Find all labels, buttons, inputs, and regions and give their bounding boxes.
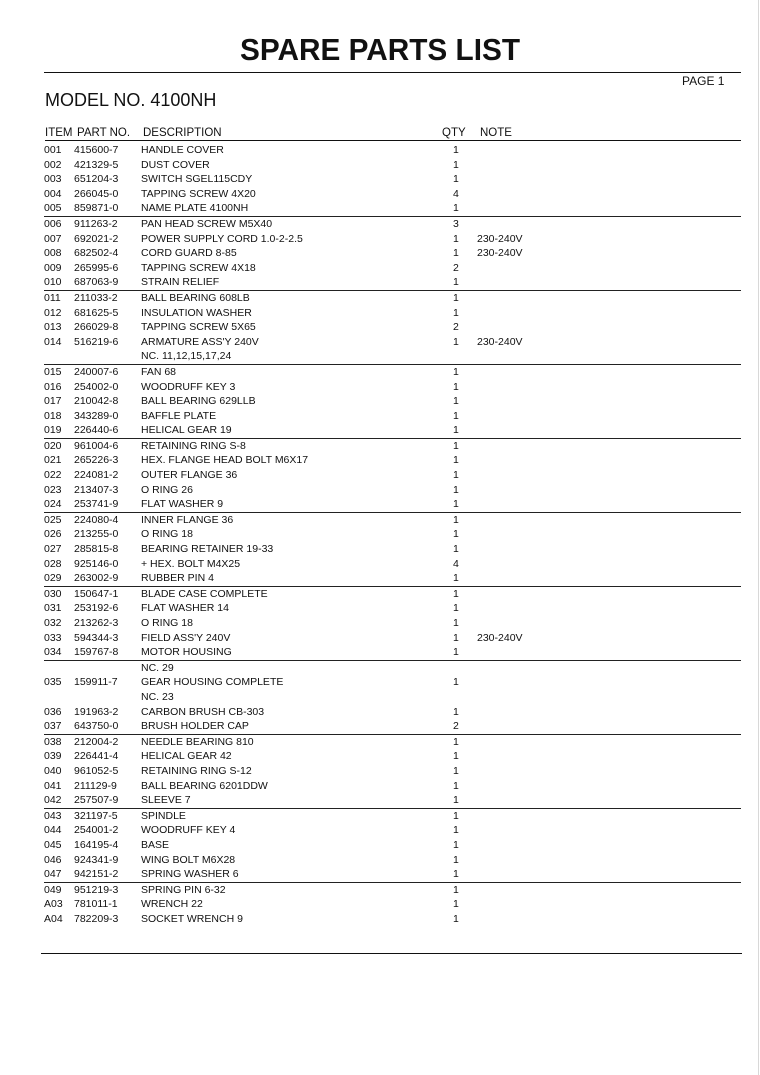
cell-item: 004 [44,187,62,200]
cell-item: 036 [44,705,62,718]
cell-description: BALL BEARING 6201DDW [141,779,268,792]
cell-part-no: 263002-9 [74,572,119,585]
cell-part-no: 254001-2 [74,824,119,837]
cell-qty: 2 [453,261,459,274]
cell-item: 008 [44,247,62,260]
cell-qty: 1 [453,631,459,644]
cell-item: A04 [44,912,63,925]
cell-item: 035 [44,676,62,689]
cell-part-no: 150647-1 [74,587,119,600]
cell-qty: 1 [453,794,459,807]
cell-item: 020 [44,439,62,452]
page-edge [758,0,759,1075]
cell-item: 003 [44,173,62,186]
cell-part-no: 415600-7 [74,144,119,156]
cell-qty: 1 [453,247,459,260]
cell-qty: 1 [453,144,459,156]
table-row [44,838,741,853]
cell-qty: 1 [453,469,459,482]
cell-item: 049 [44,883,62,896]
cell-description: DUST COVER [141,158,210,171]
cell-description: BLADE CASE COMPLETE [141,587,268,600]
cell-qty: 1 [453,764,459,777]
cell-item: 031 [44,602,62,615]
cell-qty: 1 [453,439,459,452]
table-row [44,439,741,454]
cell-part-no: 253741-9 [74,498,119,511]
table-row [44,749,741,764]
cell-item: 010 [44,276,62,289]
cell-item: 016 [44,380,62,393]
header-part-no: PART NO. [77,127,131,139]
cell-item: 033 [44,631,62,644]
cell-description: HANDLE COVER [141,144,224,156]
cell-description: BASE [141,838,170,851]
cell-description: BALL BEARING 629LLB [141,395,256,408]
cell-item: 046 [44,853,62,866]
cell-qty: 1 [453,395,459,408]
cell-description: PAN HEAD SCREW M5X40 [141,217,273,230]
cell-item: 024 [44,498,62,511]
cell-item: 011 [44,291,61,304]
cell-description: BEARING RETAINER 19-33 [141,543,274,556]
cell-part-no: 164195-4 [74,838,119,851]
table-row [44,527,741,542]
table-row [44,483,741,498]
cell-item: 027 [44,543,62,556]
cell-description: SPINDLE [141,809,186,822]
cell-item: 030 [44,587,62,600]
cell-qty: 1 [453,853,459,866]
cell-part-no: 213255-0 [74,528,119,541]
table-row [44,883,741,898]
cell-description: CARBON BRUSH CB-303 [141,705,265,718]
cell-qty: 1 [453,676,459,689]
header-qty: QTY [442,127,466,139]
cell-item: 047 [44,868,62,881]
cell-part-no: 643750-0 [74,720,119,733]
cell-part-no: 254002-0 [74,380,119,393]
cell-part-no: 226441-4 [74,750,119,763]
cell-part-no: 212004-2 [74,735,119,748]
table-row [44,394,741,409]
cell-item: 015 [44,365,62,378]
table-header [45,127,741,141]
cell-part-no: 265226-3 [74,454,119,467]
cell-description: HELICAL GEAR 42 [141,750,232,763]
cell-item: 041 [44,779,62,792]
cell-description: TAPPING SCREW 4X20 [141,187,256,200]
cell-item: 012 [44,306,62,319]
cell-part-no: 781011-1 [74,898,118,911]
cell-description: O RING 18 [141,528,193,541]
table-row [44,793,741,809]
cell-description: RUBBER PIN 4 [141,572,214,585]
cell-qty: 1 [453,705,459,718]
cell-description: BALL BEARING 608LB [141,291,250,304]
cell-description: WOODRUFF KEY 4 [141,824,236,837]
cell-qty: 1 [453,646,459,659]
cell-item: 014 [44,335,62,348]
cell-description: NC. 23 [141,690,174,703]
cell-description: WOODRUFF KEY 3 [141,380,236,393]
table-row [44,779,741,794]
cell-qty: 3 [453,217,459,230]
cell-qty: 1 [453,735,459,748]
cell-item: 009 [44,261,62,274]
cell-part-no: 961004-6 [74,439,119,452]
cell-qty: 1 [453,291,459,304]
table-row [44,631,741,646]
cell-note: 230-240V [477,232,523,245]
cell-item: 022 [44,469,62,482]
cell-part-no: 961052-5 [74,764,119,777]
cell-qty: 1 [453,409,459,422]
cell-description: SWITCH SGEL115CDY [141,173,253,186]
table-row [44,601,741,616]
table-row [44,306,741,321]
cell-description: BRUSH HOLDER CAP [141,720,249,733]
cell-description: O RING 18 [141,617,193,629]
cell-part-no: 925146-0 [74,557,119,570]
cell-description: HEX. FLANGE HEAD BOLT M6X17 [141,454,309,467]
cell-part-no: 942151-2 [74,868,119,881]
cell-part-no: 687063-9 [74,276,119,289]
cell-description: ARMATURE ASS'Y 240V [141,335,259,348]
cell-description: FLAT WASHER 9 [141,498,224,511]
cell-part-no: 224080-4 [74,513,119,526]
table-row [44,661,741,676]
document-title: SPARE PARTS LIST [240,32,520,67]
cell-part-no: 651204-3 [74,173,119,186]
table-row [44,497,741,513]
cell-item: 017 [44,395,62,408]
cell-part-no: 681625-5 [74,306,119,319]
cell-description: SPRING WASHER 6 [141,868,239,881]
cell-item: 042 [44,794,62,807]
cell-qty: 1 [453,454,459,467]
cell-part-no: 285815-8 [74,543,119,556]
cell-part-no: 226440-6 [74,424,119,437]
cell-description: FLAT WASHER 14 [141,602,229,615]
cell-part-no: 213407-3 [74,483,119,496]
cell-description: RETAINING RING S-8 [141,439,246,452]
cell-note: 230-240V [477,335,523,348]
cell-item: 019 [44,424,62,437]
table-row [44,143,741,158]
table-row [44,587,741,602]
cell-qty: 4 [453,557,459,570]
cell-item: 018 [44,409,62,422]
cell-description: INNER FLANGE 36 [141,513,234,526]
cell-item: 001 [44,144,62,156]
cell-description: OUTER FLANGE 36 [141,469,238,482]
cell-part-no: 159911-7 [74,676,118,689]
cell-part-no: 421329-5 [74,158,119,171]
cell-part-no: 682502-4 [74,247,119,260]
table-row [44,291,741,306]
cell-description: GEAR HOUSING COMPLETE [141,676,284,689]
cell-item: 028 [44,557,62,570]
cell-item: 025 [44,513,62,526]
cell-qty: 1 [453,306,459,319]
table-row [44,764,741,779]
table-row [44,158,741,173]
cell-qty: 1 [453,617,459,629]
cell-part-no: 159767-8 [74,646,119,659]
header-note: NOTE [480,127,512,139]
cell-item: 021 [44,454,62,467]
cell-item: 029 [44,572,62,585]
cell-description: WING BOLT M6X28 [141,853,236,866]
table-row [44,809,741,824]
header-description: DESCRIPTION [143,127,222,139]
cell-description: MOTOR HOUSING [141,646,232,659]
title-divider [44,72,741,73]
table-row [44,380,741,395]
cell-item: 026 [44,528,62,541]
cell-item: 037 [44,720,62,733]
table-row [44,409,741,424]
table-row [44,232,741,247]
cell-part-no: 859871-0 [74,202,119,215]
cell-description: INSULATION WASHER [141,306,252,319]
table-row [44,335,741,350]
cell-qty: 1 [453,158,459,171]
table-row [44,690,741,705]
cell-qty: 1 [453,513,459,526]
cell-item: 005 [44,202,62,215]
cell-qty: 1 [453,809,459,822]
table-row [44,853,741,868]
model-number: MODEL NO. 4100NH [45,90,217,110]
cell-item: 040 [44,764,62,777]
cell-part-no: 516219-6 [74,335,119,348]
cell-part-no: 692021-2 [74,232,119,245]
cell-part-no: 213262-3 [74,617,119,629]
cell-part-no: 211129-9 [74,779,117,792]
cell-qty: 1 [453,883,459,896]
table-row [44,705,741,720]
cell-qty: 1 [453,838,459,851]
table-row [44,719,741,735]
header-item: ITEM [45,127,73,139]
table-row [44,275,741,291]
table-row [44,897,741,912]
parts-table-body [44,143,741,926]
cell-description: WRENCH 22 [141,898,203,911]
cell-qty: 1 [453,498,459,511]
cell-description: NAME PLATE 4100NH [141,202,249,215]
cell-item: 002 [44,158,62,171]
cell-qty: 2 [453,321,459,334]
table-row [44,542,741,557]
cell-description: TAPPING SCREW 5X65 [141,321,256,334]
cell-qty: 1 [453,912,459,925]
table-row [44,912,741,927]
cell-qty: 1 [453,528,459,541]
cell-item: 044 [44,824,62,837]
cell-description: NC. 11,12,15,17,24 [141,350,232,363]
table-row [44,571,741,587]
cell-item: 032 [44,617,62,629]
page-number: PAGE 1 [682,74,725,88]
cell-description: NEEDLE BEARING 810 [141,735,254,748]
table-row [44,675,741,690]
cell-item: 045 [44,838,62,851]
cell-description: SPRING PIN 6-32 [141,883,226,896]
table-row [44,735,741,750]
cell-description: FIELD ASS'Y 240V [141,631,231,644]
cell-qty: 1 [453,483,459,496]
table-row [44,423,741,439]
cell-item: 043 [44,809,62,822]
cell-qty: 1 [453,824,459,837]
cell-note: 230-240V [477,631,523,644]
cell-qty: 1 [453,335,459,348]
table-row [44,349,741,365]
cell-item: 013 [44,321,62,334]
table-row [44,365,741,380]
cell-note: 230-240V [477,247,523,260]
table-row [44,616,741,631]
table-row [44,320,741,335]
cell-description: HELICAL GEAR 19 [141,424,232,437]
cell-description: STRAIN RELIEF [141,276,220,289]
cell-part-no: 782209-3 [74,912,119,925]
cell-qty: 1 [453,898,459,911]
cell-part-no: 210042-8 [74,395,119,408]
cell-part-no: 594344-3 [74,631,119,644]
cell-part-no: 266045-0 [74,187,119,200]
cell-description: CORD GUARD 8-85 [141,247,237,260]
cell-qty: 1 [453,202,459,215]
cell-description: SOCKET WRENCH 9 [141,912,243,925]
cell-item: 038 [44,735,62,748]
cell-qty: 1 [453,779,459,792]
table-row [44,867,741,883]
cell-item: A03 [44,898,63,911]
table-row [44,557,741,572]
table-row [44,645,741,661]
cell-description: NC. 29 [141,661,174,674]
table-row [44,246,741,261]
cell-qty: 1 [453,750,459,763]
table-row [44,201,741,217]
cell-part-no: 924341-9 [74,853,119,866]
table-row [44,823,741,838]
cell-part-no: 240007-6 [74,365,119,378]
cell-description: SLEEVE 7 [141,794,191,807]
table-row [44,217,741,232]
cell-part-no: 321197-5 [74,809,118,822]
cell-qty: 1 [453,365,459,378]
cell-qty: 1 [453,572,459,585]
cell-part-no: 191963-2 [74,705,119,718]
cell-qty: 1 [453,868,459,881]
table-row [44,453,741,468]
cell-qty: 1 [453,543,459,556]
cell-item: 034 [44,646,62,659]
cell-description: BAFFLE PLATE [141,409,217,422]
cell-description: O RING 26 [141,483,193,496]
cell-part-no: 257507-9 [74,794,119,807]
cell-item: 007 [44,232,62,245]
cell-qty: 1 [453,380,459,393]
table-row [44,187,741,202]
cell-description: RETAINING RING S-12 [141,764,252,777]
table-row [44,468,741,483]
cell-description: TAPPING SCREW 4X18 [141,261,256,274]
cell-part-no: 911263-2 [74,217,118,230]
cell-part-no: 265995-6 [74,261,119,274]
cell-description: + HEX. BOLT M4X25 [141,557,241,570]
cell-part-no: 343289-0 [74,409,119,422]
cell-item: 006 [44,217,62,230]
cell-qty: 2 [453,720,459,733]
cell-qty: 1 [453,173,459,186]
cell-part-no: 224081-2 [74,469,119,482]
cell-part-no: 211033-2 [74,291,118,304]
cell-qty: 1 [453,424,459,437]
footer-divider [41,953,742,954]
cell-qty: 1 [453,602,459,615]
cell-item: 023 [44,483,62,496]
table-row [44,172,741,187]
cell-description: POWER SUPPLY CORD 1.0-2-2.5 [141,232,303,245]
cell-qty: 1 [453,276,459,289]
cell-qty: 1 [453,587,459,600]
cell-item: 039 [44,750,62,763]
cell-qty: 4 [453,187,459,200]
table-row [44,261,741,276]
cell-part-no: 951219-3 [74,883,119,896]
table-row [44,513,741,528]
cell-part-no: 253192-6 [74,602,119,615]
cell-qty: 1 [453,232,459,245]
cell-description: FAN 68 [141,365,177,378]
cell-part-no: 266029-8 [74,321,119,334]
